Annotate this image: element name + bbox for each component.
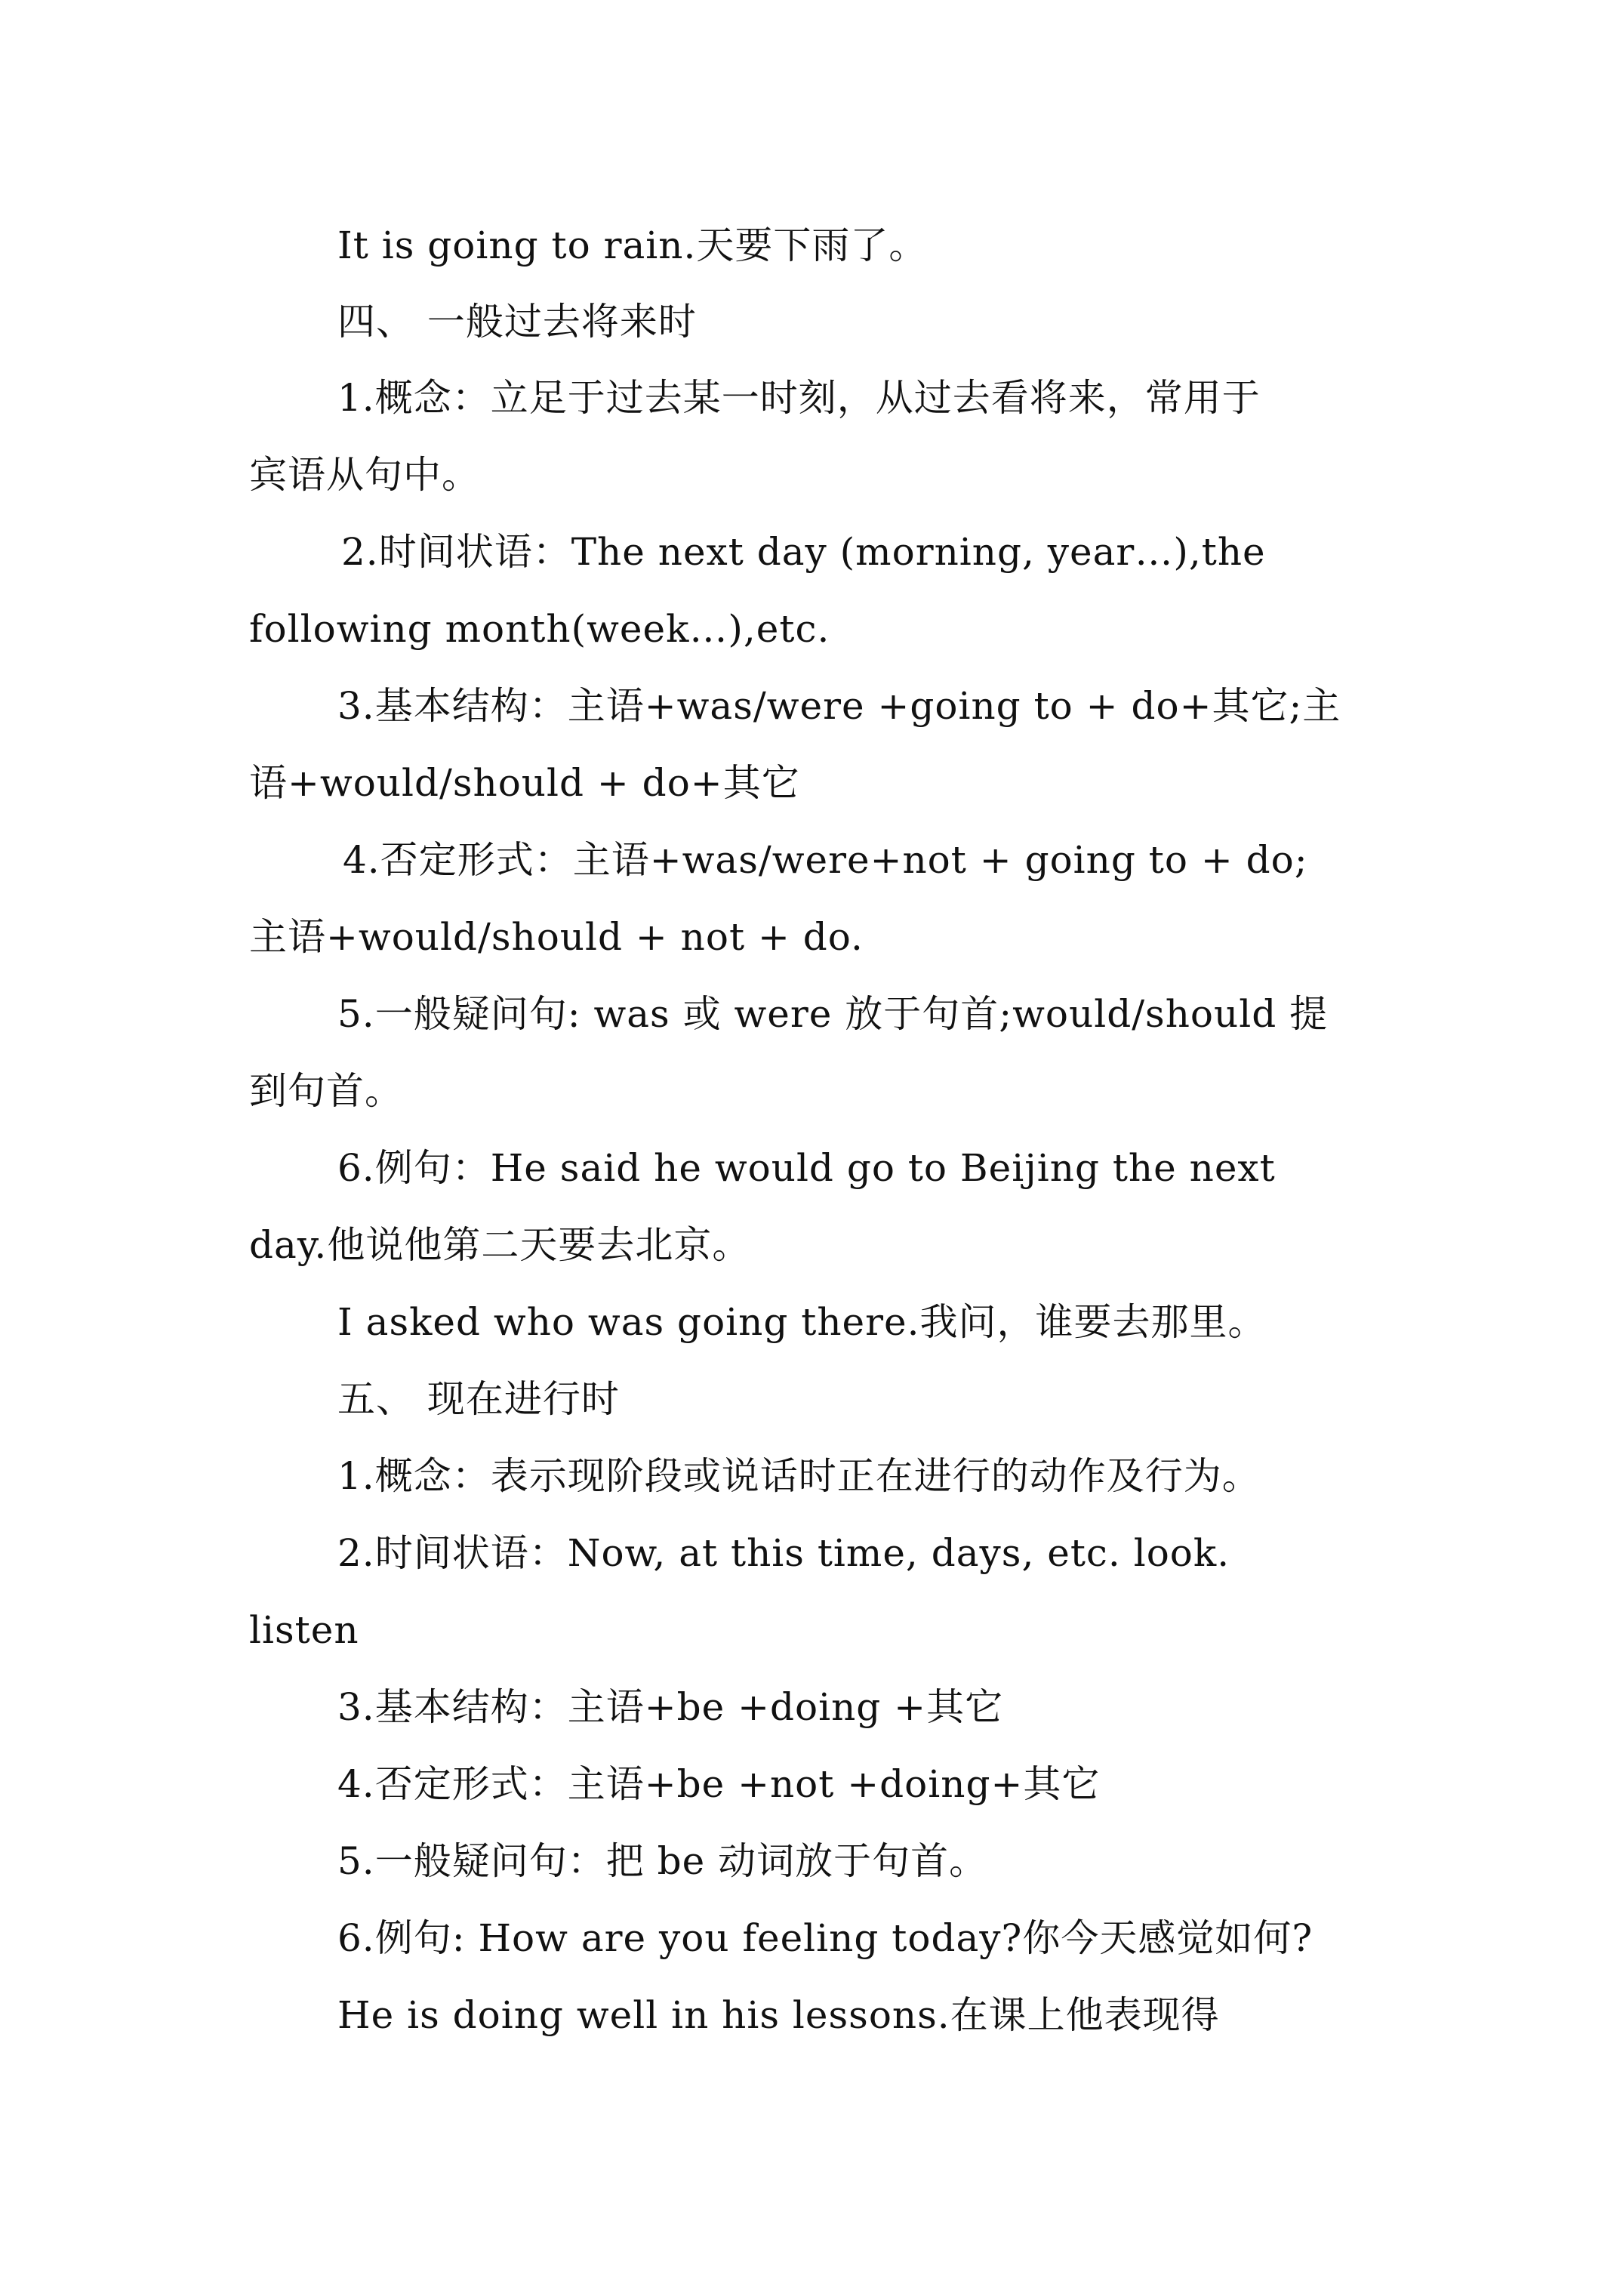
text-line-22: 5.一般疑问句：把 be 动词放于句首。	[337, 1839, 988, 1883]
text-line-18: 2.时间状语：Now, at this time, days, etc. look.	[337, 1531, 1230, 1575]
text-line-24: He is doing well in his lessons.在课上他表现得	[337, 1993, 1220, 2037]
text-line-7: 3.基本结构：主语+was/were +going to + do+其它;主	[337, 684, 1341, 728]
text-line-9: 4.否定形式：主语+was/were+not + going to + do;	[343, 838, 1308, 882]
text-line-6: following month(week…),etc.	[249, 607, 830, 651]
text-line-15: I asked who was going there.我问，谁要去那里。	[337, 1300, 1267, 1344]
text-line-11: 5.一般疑问句: was 或 were 放于句首;would/should 提	[337, 992, 1329, 1036]
section-heading-4: 四、 一般过去将来时	[337, 300, 697, 344]
text-line-8: 语+would/should + do+其它	[249, 761, 800, 805]
text-line-5: 2.时间状语：The next day (morning, year…),the	[341, 530, 1266, 574]
text-line-4: 宾语从句中。	[249, 453, 480, 497]
text-line-13: 6.例句：He said he would go to Beijing the next	[337, 1146, 1276, 1190]
text-line-20: 3.基本结构：主语+be +doing +其它	[337, 1685, 1004, 1729]
text-line-21: 4.否定形式：主语+be +not +doing+其它	[337, 1762, 1101, 1806]
text-line-17: 1.概念：表示现阶段或说话时正在进行的动作及行为。	[337, 1454, 1261, 1498]
text-line-3: 1.概念：立足于过去某一时刻，从过去看将来，常用于	[337, 376, 1261, 420]
text-line-10: 主语+would/should + not + do.	[249, 915, 864, 959]
text-line-23: 6.例句: How are you feeling today?你今天感觉如何?	[337, 1916, 1313, 1960]
text-line-19: listen	[249, 1608, 359, 1652]
text-line-14: day.他说他第二天要去北京。	[249, 1223, 751, 1267]
section-heading-5: 五、 现在进行时	[337, 1377, 620, 1421]
text-line-12: 到句首。	[249, 1069, 403, 1113]
text-line-1: It is going to rain.天要下雨了。	[337, 223, 928, 267]
